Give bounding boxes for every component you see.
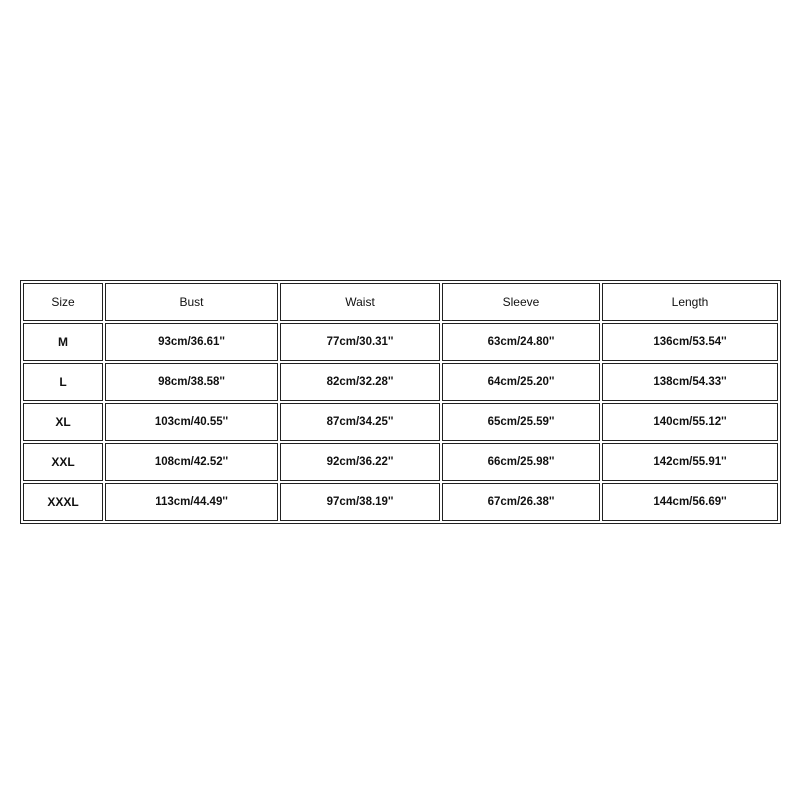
length-cell: 140cm/55.12'' [602, 403, 778, 441]
header-bust: Bust [105, 283, 278, 321]
sleeve-cell: 67cm/26.38'' [442, 483, 600, 521]
bust-cell: 103cm/40.55'' [105, 403, 278, 441]
length-cell: 142cm/55.91'' [602, 443, 778, 481]
sleeve-cell: 66cm/25.98'' [442, 443, 600, 481]
size-cell: XL [23, 403, 103, 441]
size-cell: XXXL [23, 483, 103, 521]
sleeve-cell: 65cm/25.59'' [442, 403, 600, 441]
size-chart-table [20, 280, 781, 524]
header-row [23, 283, 778, 321]
size-cell: M [23, 323, 103, 361]
header-length: Length [602, 283, 778, 321]
bust-cell: 113cm/44.49'' [105, 483, 278, 521]
sleeve-cell: 64cm/25.20'' [442, 363, 600, 401]
waist-cell: 97cm/38.19'' [280, 483, 440, 521]
table-row [23, 483, 778, 521]
table-row [23, 443, 778, 481]
table-row [23, 403, 778, 441]
table-row [23, 323, 778, 361]
bust-cell: 98cm/38.58'' [105, 363, 278, 401]
waist-cell: 77cm/30.31'' [280, 323, 440, 361]
sleeve-cell: 63cm/24.80'' [442, 323, 600, 361]
size-cell: XXL [23, 443, 103, 481]
length-cell: 144cm/56.69'' [602, 483, 778, 521]
table-row [23, 363, 778, 401]
waist-cell: 92cm/36.22'' [280, 443, 440, 481]
waist-cell: 82cm/32.28'' [280, 363, 440, 401]
length-cell: 136cm/53.54'' [602, 323, 778, 361]
bust-cell: 93cm/36.61'' [105, 323, 278, 361]
header-sleeve: Sleeve [442, 283, 600, 321]
header-waist: Waist [280, 283, 440, 321]
waist-cell: 87cm/34.25'' [280, 403, 440, 441]
header-size: Size [23, 283, 103, 321]
bust-cell: 108cm/42.52'' [105, 443, 278, 481]
length-cell: 138cm/54.33'' [602, 363, 778, 401]
size-cell: L [23, 363, 103, 401]
